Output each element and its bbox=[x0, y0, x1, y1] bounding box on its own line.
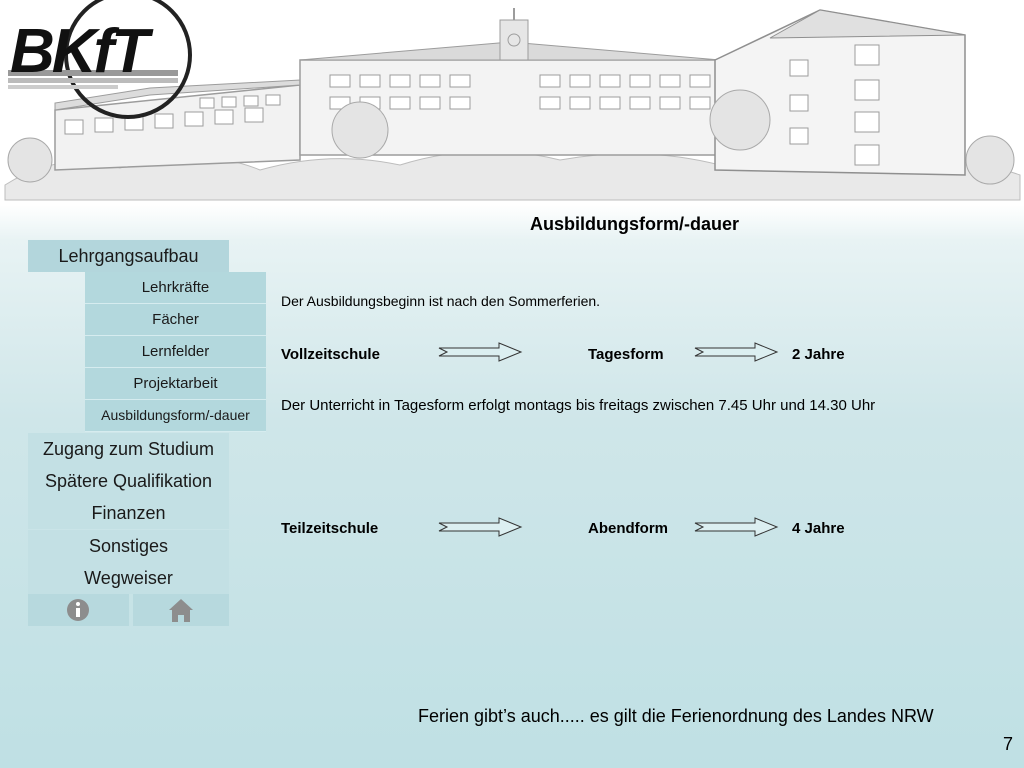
logo-text: BKfT bbox=[10, 17, 147, 86]
intro-text: Der Ausbildungsbeginn ist nach den Sommerferien. bbox=[281, 293, 601, 309]
abendform-label: Abendform bbox=[588, 520, 668, 537]
school-building-illustration bbox=[0, 0, 1024, 205]
page-number: 7 bbox=[1003, 734, 1014, 754]
nav-sub-lernfelder[interactable]: Lernfelder bbox=[85, 336, 266, 367]
duration-4-jahre: 4 Jahre bbox=[792, 520, 845, 537]
page-title: Ausbildungsform/-dauer bbox=[530, 214, 740, 234]
arrow-right-icon bbox=[693, 517, 779, 537]
info-icon bbox=[28, 594, 129, 626]
footer-note: Ferien gibt’s auch..... es gilt die Ferienordnung des Landes NRW bbox=[418, 706, 934, 726]
nav-sub-faecher[interactable]: Fächer bbox=[85, 304, 266, 335]
nav-finanzen[interactable]: Finanzen bbox=[28, 497, 229, 529]
nav-sub-lehrkraefte[interactable]: Lehrkräfte bbox=[85, 272, 266, 303]
nav-sub-ausbildungsform[interactable]: Ausbildungsform/-dauer bbox=[85, 400, 266, 431]
nav-lehrgangsaufbau[interactable]: Lehrgangsaufbau bbox=[28, 240, 229, 272]
arrow-right-icon bbox=[437, 342, 523, 362]
nav-sub-projektarbeit[interactable]: Projektarbeit bbox=[85, 368, 266, 399]
arrow-right-icon bbox=[437, 517, 523, 537]
info-button[interactable] bbox=[28, 594, 129, 626]
home-icon bbox=[133, 594, 229, 626]
duration-2-jahre: 2 Jahre bbox=[792, 346, 845, 363]
tagesform-label: Tagesform bbox=[588, 346, 664, 363]
nav-sonstiges[interactable]: Sonstiges bbox=[28, 530, 229, 562]
home-button[interactable] bbox=[133, 594, 229, 626]
vollzeitschule-label: Vollzeitschule bbox=[281, 346, 380, 363]
arrow-right-icon bbox=[693, 342, 779, 362]
nav-spaetere-qualifikation[interactable]: Spätere Qualifikation bbox=[28, 465, 229, 497]
nav-wegweiser[interactable]: Wegweiser bbox=[28, 562, 229, 594]
header-banner bbox=[0, 0, 1024, 205]
nav-zugang-studium[interactable]: Zugang zum Studium bbox=[28, 433, 229, 465]
teilzeitschule-label: Teilzeitschule bbox=[281, 520, 379, 537]
schedule-text: Der Unterricht in Tagesform erfolgt montags bis freitags zwischen 7.45 Uhr und 14.30 Uhr bbox=[281, 397, 876, 414]
